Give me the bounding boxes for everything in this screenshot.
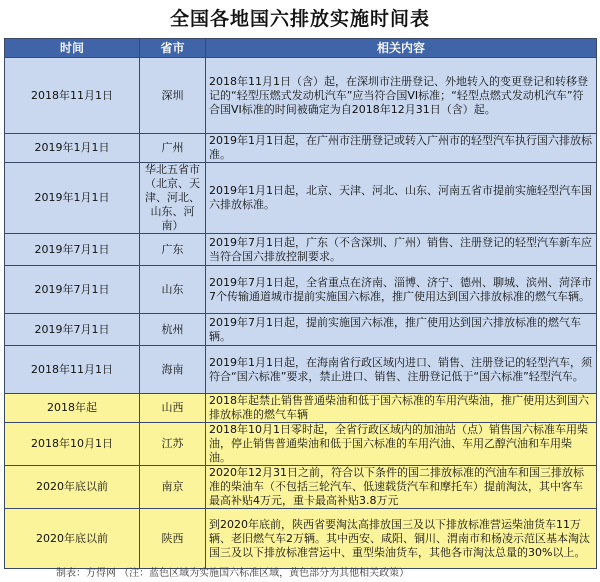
row-time-cell: 2018年10月1日 [5,423,140,466]
row-time-cell: 2018年11月1日 [5,58,140,134]
page-title: 全国各地国六排放实施时间表 [169,8,430,30]
table-row [5,314,597,346]
table-row [5,394,597,423]
row-region-cell: 山西 [140,394,206,423]
table-row [5,423,597,466]
row-content-cell: 2019年1月1日起，在海南省行政区域内进口、销售、注册登记的轻型汽车，须符合“国六标准”要求，禁止进口、销售、注册登记低于“国六标准”轻型汽车。 [206,346,597,394]
header-region: 省市 [140,39,206,58]
row-time-cell: 2019年7月1日 [5,314,140,346]
row-content-cell: 2019年1月1日起，北京、天津、河北、山东、河南五省市提前实施轻型汽车国六排放标准。 [206,163,597,234]
row-region-cell: 深圳 [140,58,206,134]
table-row [5,163,597,234]
row-content-cell: 到2020年底前，陕西省要淘汰高排放国三及以下排放标准营运柴油货车11万辆、老旧燃气车2万辆。其中西安、咸阳、铜川、渭南市和杨凌示范区基本淘汰国三及以下排放标准营运中、重型柴油货车，其他各市淘汰总量的30%以上。 [206,509,597,569]
table-row [5,134,597,163]
table-row [5,266,597,314]
row-region-cell: 南京 [140,466,206,509]
row-time-cell: 2019年1月1日 [5,134,140,163]
table-row [5,346,597,394]
row-region-cell: 海南 [140,346,206,394]
row-content-cell: 2019年7月1日起，广东（不含深圳、广州）销售、注册登记的轻型汽车新车应当符合国六排放控制要求。 [206,234,597,266]
table-row [5,234,597,266]
row-region-cell: 山东 [140,266,206,314]
table-row [5,466,597,509]
row-content-cell: 2019年7月1日起，提前实施国六标准，推广使用达到国六排放标准的燃气车辆。 [206,314,597,346]
row-content-cell: 2018年10月1日零时起，全省行政区域内的加油站（点）销售国六标准车用柴油，停止销售普通柴油和低于国六标准的车用汽油、车用乙醇汽油和车用柴油。 [206,423,597,466]
row-time-cell: 2019年7月1日 [5,266,140,314]
row-time-cell: 2018年11月1日 [5,346,140,394]
row-region-cell: 华北五省市（北京、天津、河北、山东、河南） [140,163,206,234]
row-region-cell: 陕西 [140,509,206,569]
row-content-cell: 2020年12月31日之前，符合以下条件的国二排放标准的汽油车和国三排放标准的柴油车（不包括三轮汽车、低速载货汽车和摩托车）提前淘汰，其中客车最高补贴4万元，重卡最高补贴3.8万元 [206,466,597,509]
header-content: 相关内容 [206,39,597,58]
row-time-cell: 2020年底以前 [5,509,140,569]
row-content-cell: 2018年11月1日（含）起，在深圳市注册登记、外地转入的变更登记和转移登记的“轻型压燃式发动机汽车”应当符合国VI标准；“轻型点燃式发动机汽车”符合国VI标准的时间被确定为自2018年12月31日（含）起。 [206,58,597,134]
header-time: 时间 [5,39,140,58]
row-region-cell: 广州 [140,134,206,163]
table-footer-note: 制表：方得网 （注：蓝色区域为实施国六标准区域，黄色部分为其他相关政策） [56,568,410,579]
row-time-cell: 2020年底以前 [5,466,140,509]
row-time-cell: 2019年1月1日 [5,163,140,234]
row-content-cell: 2018年起禁止销售普通柴油和低于国六标准的车用汽柴油，推广使用达到国六排放标准的燃气车辆 [206,394,597,423]
table-row [5,58,597,134]
row-content-cell: 2019年7月1日起，全省重点在济南、淄博、济宁、德州、聊城、滨州、菏泽市7个传输通道城市提前实施国六标准，推广使用达到国六排放标准的燃气车辆。 [206,266,597,314]
emission-schedule-table [4,38,597,569]
row-region-cell: 广东 [140,234,206,266]
row-content-cell: 2019年1月1日起，在广州市注册登记或转入广州市的轻型汽车执行国六排放标准。 [206,134,597,163]
row-time-cell: 2018年起 [5,394,140,423]
row-region-cell: 江苏 [140,423,206,466]
row-time-cell: 2019年7月1日 [5,234,140,266]
row-region-cell: 杭州 [140,314,206,346]
table-row [5,509,597,569]
table-header-row [5,39,597,58]
